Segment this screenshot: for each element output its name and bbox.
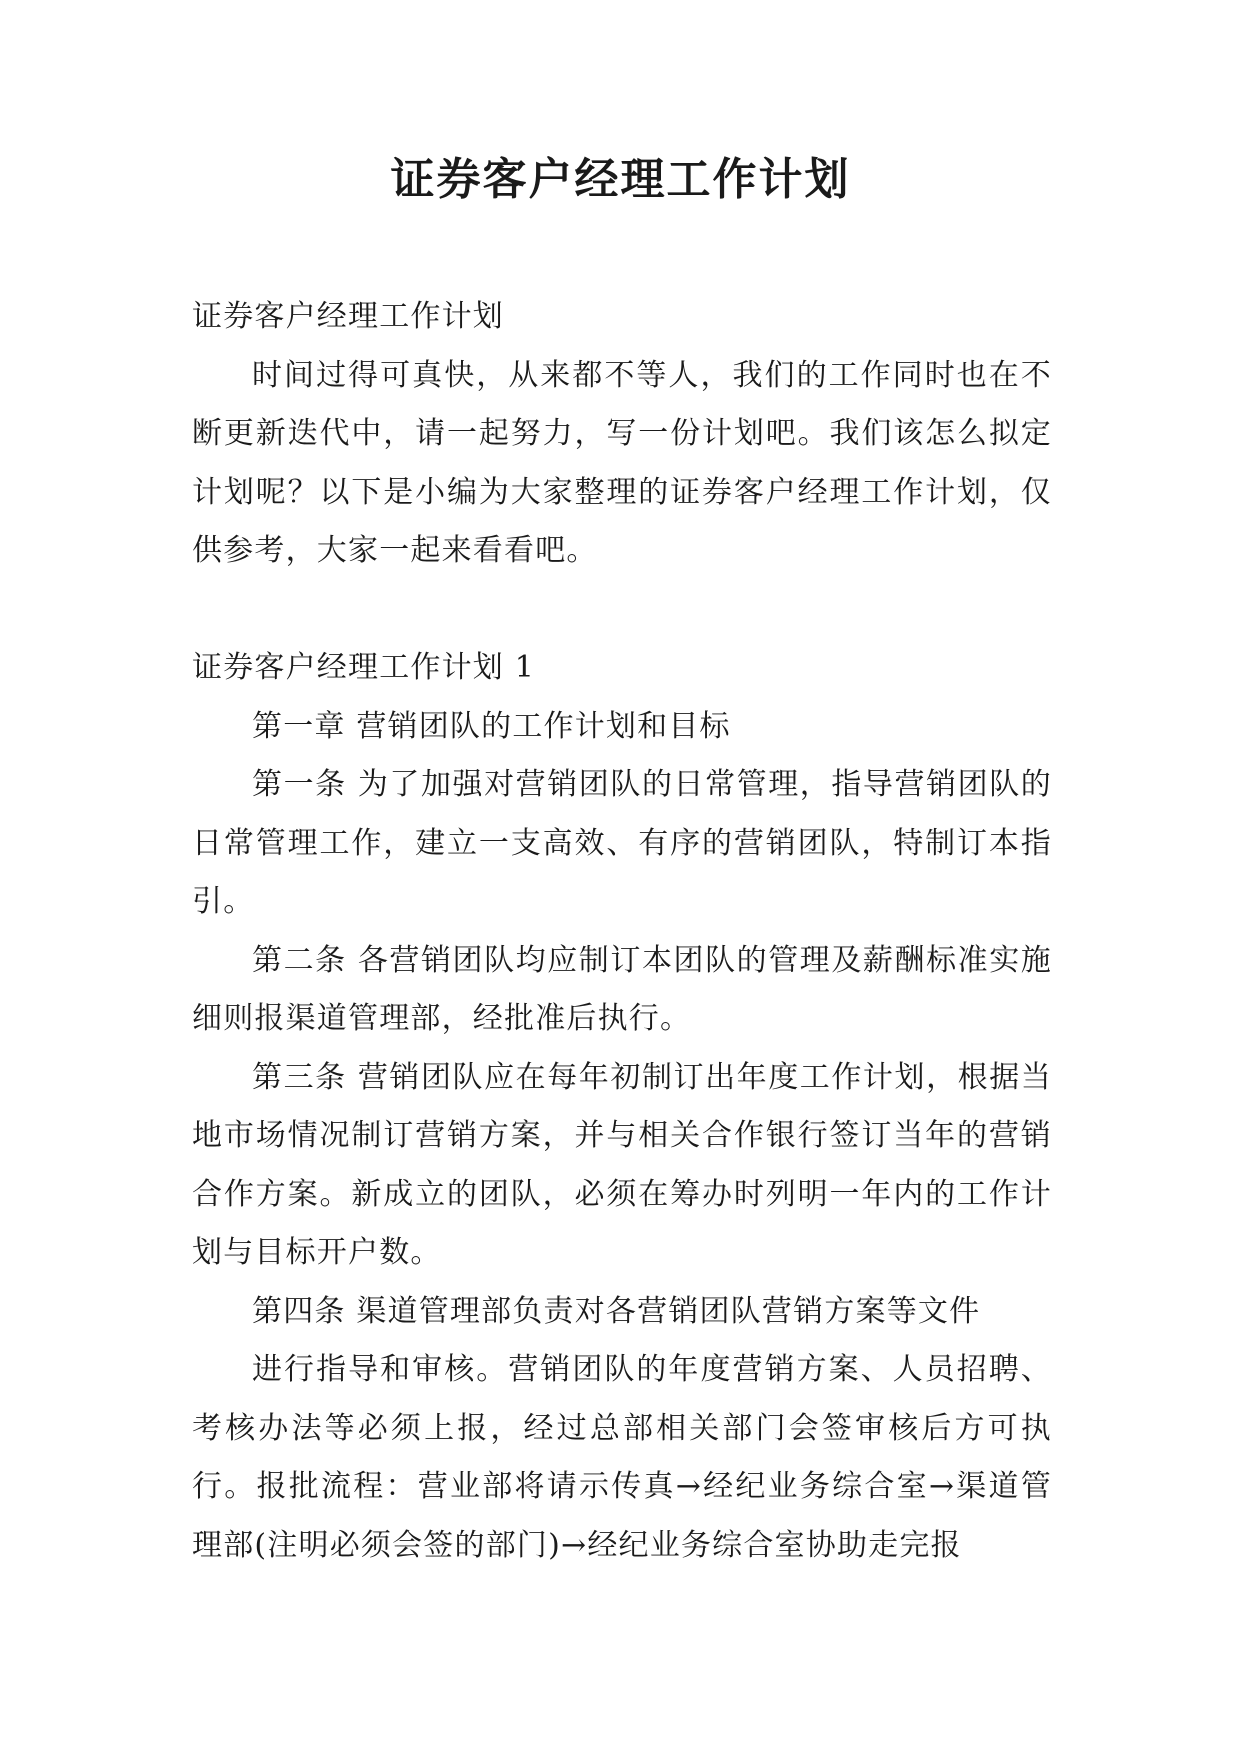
paragraph-spacer bbox=[192, 581, 1052, 640]
article-paragraph: 进行指导和审核。营销团队的年度营销方案、人员招聘、考核办法等必须上报，经过总部相关部门会签审核后方可执行。报批流程：营业部将请示传真→经纪业务综合室→渠道管理部(注明必须会签的部门)→经纪业务综合室协助走完报 bbox=[192, 1352, 1052, 1563]
article-paragraph: 第四条 渠道管理部负责对各营销团队营销方案等文件 bbox=[252, 1293, 981, 1329]
chapter-heading: 第一章 营销团队的工作计划和目标 bbox=[252, 708, 731, 744]
section-heading: 证券客户经理工作计划 1 bbox=[192, 650, 536, 685]
article-paragraph: 第三条 营销团队应在每年初制订出年度工作计划，根据当地市场情况制订营销方案，并与相关合作银行签订当年的营销合作方案。新成立的团队，必须在筹办时列明一年内的工作计划与目标开户数。 bbox=[192, 1059, 1052, 1270]
document-title: 证券客户经理工作计划 bbox=[390, 154, 851, 205]
article-paragraph: 第二条 各营销团队均应制订本团队的管理及薪酬标准实施细则报渠道管理部，经批准后执行。 bbox=[192, 942, 1052, 1036]
intro-heading: 证券客户经理工作计划 bbox=[192, 299, 504, 334]
intro-paragraph: 时间过得可真快，从来都不等人，我们的工作同时也在不断更新迭代中，请一起努力，写一份计划吧。我们该怎么拟定计划呢？以下是小编为大家整理的证券客户经理工作计划，仅供参考，大家一起来看看吧。 bbox=[192, 357, 1052, 568]
article-paragraph: 第一条 为了加强对营销团队的日常管理，指导营销团队的日常管理工作，建立一支高效、有序的营销团队，特制订本指引。 bbox=[192, 767, 1052, 919]
document-body bbox=[192, 288, 1052, 1575]
